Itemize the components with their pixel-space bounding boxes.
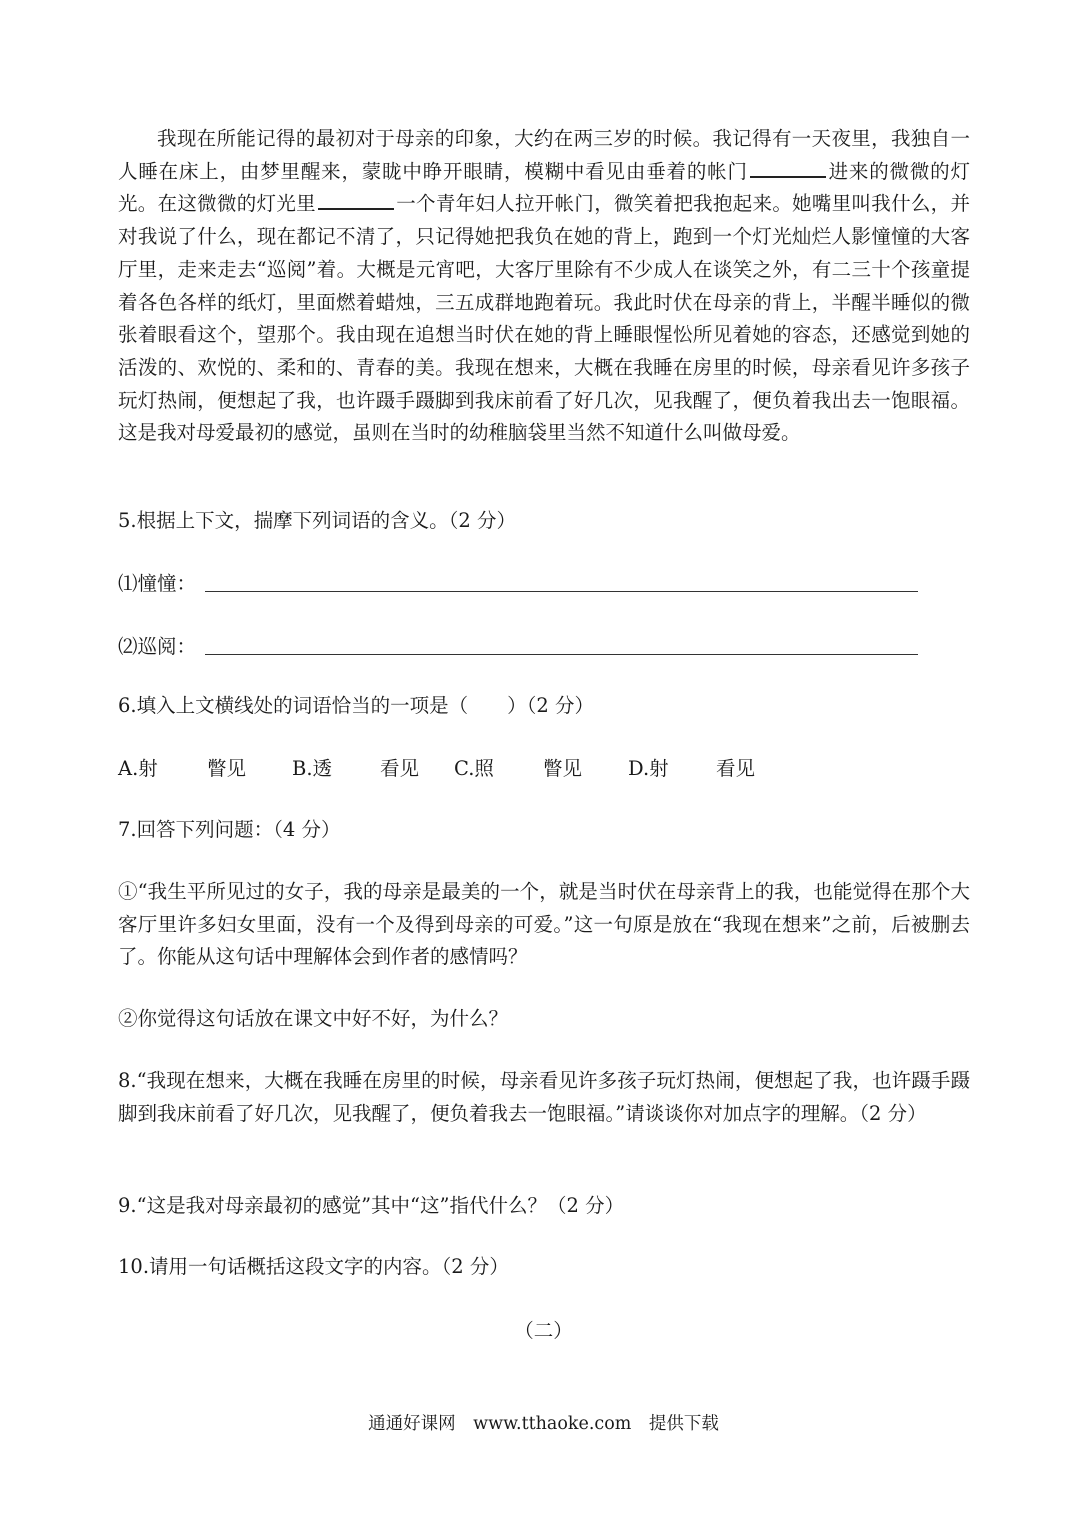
question-8: 8.“我现在想来，大概在我睡在房里的时候，母亲看见许多孩子玩灯热闹，便想起了我，也许蹑手蹑脚到我床前看了好几次，见我醒了，便负着我去一饱眼福。”请谈谈你对加点字的理解。（2 分）	[118, 1069, 970, 1125]
question-6-title: 6.填入上文横线处的词语恰当的一项是（ ）（2 分）	[118, 694, 594, 717]
question-7-title: 7.回答下列问题：（4 分）	[118, 818, 341, 841]
answer-line-1[interactable]	[205, 591, 918, 592]
option-c-letter[interactable]: C.照	[454, 757, 494, 780]
option-d-word: 看见	[716, 757, 756, 780]
question-9: 9.“这是我对母亲最初的感觉”其中“这”指代什么？（2 分）	[118, 1194, 625, 1217]
question-5-item-1	[118, 568, 918, 600]
question-5-title: 5.根据上下文，揣摩下列词语的含义。（2 分）	[118, 509, 516, 532]
passage-part-3: 一个青年妇人拉开帐门，微笑着把我抱起来。她嘴里叫我什么，并对我说了什么，现在都记不清了，只记得她把我负在她的背上，跑到一个灯光灿烂人影憧憧的大客厅里，走来走去“巡阅”着。大概是元宵吧，大客厅里除有不少成人在谈笑之外，有二三十个孩童提着各色各样的纸灯，里面燃着蜡烛，三五成群地跑着玩。我此时伏在母亲的背上，半醒半睡似的微张着眼看这个，望那个。我由现在追想当时伏在她的背上睡眼惺忪所见着她的容态，还感觉到她的活泼的、欢悦的、柔和的、青春的美。我现在想来，大概在我睡在房里的时候，母亲看见许多孩子玩灯热闹，便想起了我，也许蹑手蹑脚到我床前看了好几次，见我醒了，便负着我出去一饱眼福。这是我对母爱最初的感觉，虽则在当时的幼稚脑袋里当然不知道什么叫做母爱。	[118, 192, 970, 445]
option-a-letter[interactable]: A.射	[118, 757, 158, 780]
section-heading: （二）	[514, 1319, 573, 1342]
passage-part-1: 我现在所能记得的最初对于母亲的印象，大约在两三岁的时候。我记得有一天夜里，我独自一人睡在床上，由梦里醒来，蒙眬中睁开眼睛，模糊中看见由垂着的帐门	[118, 127, 970, 183]
option-c-word: 瞥见	[543, 757, 583, 780]
option-b-word: 看见	[380, 757, 420, 780]
option-d-letter[interactable]: D.射	[628, 757, 669, 780]
option-a-word: 瞥见	[207, 757, 247, 780]
question-10: 10.请用一句话概括这段文字的内容。（2 分）	[118, 1255, 509, 1278]
question-6-options	[118, 753, 755, 786]
passage-part-2: 进来的微微的灯光。在这微微的灯光里	[118, 159, 970, 216]
answer-line-2[interactable]	[205, 654, 918, 655]
fill-blank-2[interactable]	[318, 189, 394, 210]
footer-credit: 通通好课网 www.tthaoke.com 提供下载	[368, 1414, 719, 1434]
question-7-sub-2: ②你觉得这句话放在课文中好不好，为什么？	[118, 1007, 509, 1030]
fill-blank-1[interactable]	[750, 157, 826, 178]
question-5-item-2	[118, 631, 918, 663]
reading-passage	[118, 123, 970, 450]
question-5-item-1-label: ⑴憧憧：	[118, 572, 197, 595]
question-7-sub-1: ①“我生平所见过的女子，我的母亲是最美的一个，就是当时伏在母亲背上的我，也能觉得在那个大客厅里许多妇女里面，没有一个及得到母亲的可爱。”这一句原是放在“我现在想来”之前，后被删去了。你能从这句话中理解体会到作者的感情吗？	[118, 880, 970, 969]
question-5-item-2-label: ⑵巡阅：	[118, 635, 197, 658]
option-b-letter[interactable]: B.透	[292, 757, 333, 780]
